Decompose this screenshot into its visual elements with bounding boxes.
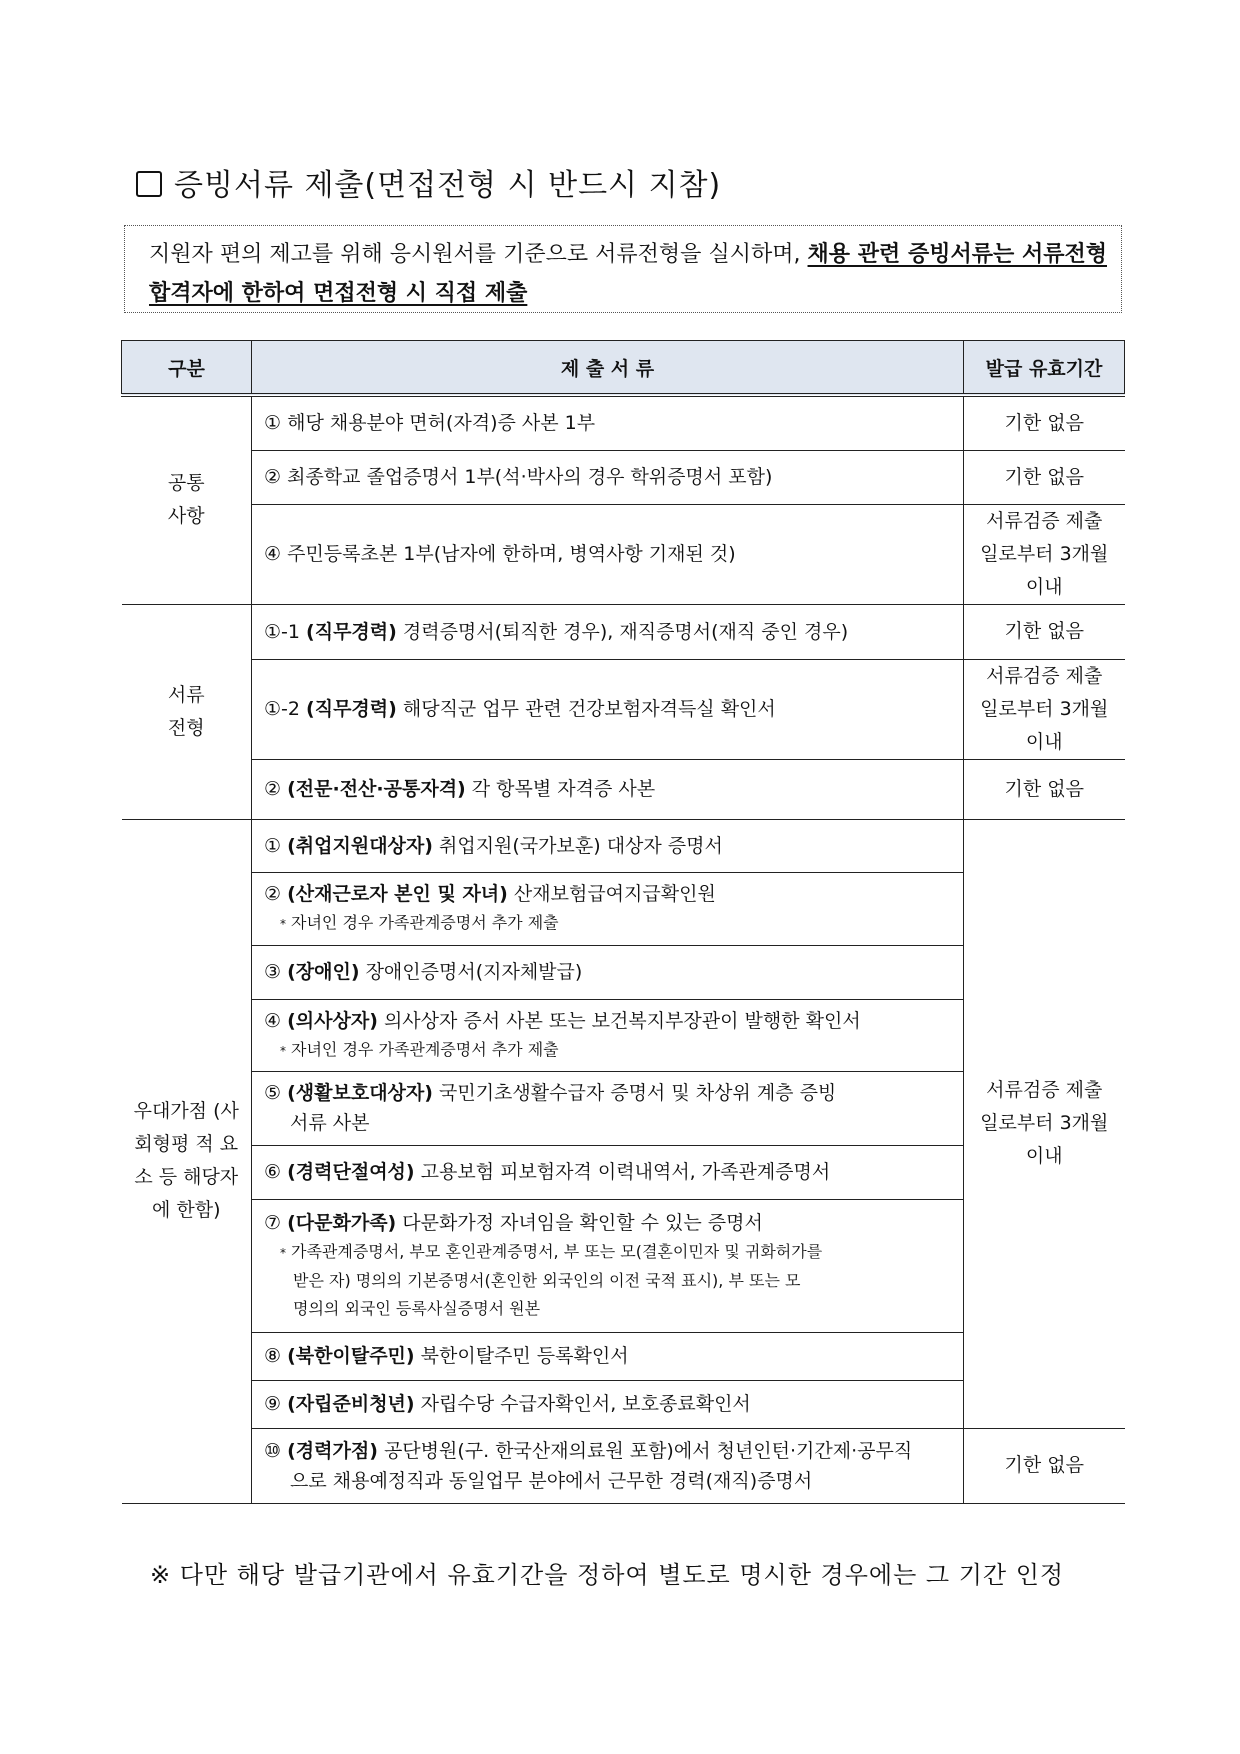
table-row (122, 604, 1125, 659)
document-cell: ⑦ (다문화가족) 다문화가정 자녀임을 확인할 수 있는 증명서 * 가족관계증명서, 부모 혼인관계증명서, 부 또는 모(결혼이민자 및 귀화허가를 받은 자) 명의의 기본증명서(혼인한 외국인의 이전 국적 표시), 부 또는 모 명의의 외국인 등록사실증명서 원본 (252, 1199, 964, 1332)
validity-cell-preference: 서류검증 제출일로부터 3개월 이내 (964, 819, 1125, 1428)
notice-emphasis: 채용 관련 증빙서류는 서류전형 합격자에 한하여 면접전형 시 직접 제출 (149, 242, 1107, 306)
document-cell: ①-2 (직무경력) 해당직군 업무 관련 건강보험자격득실 확인서 (252, 659, 964, 759)
document-cell: ② (산재근로자 본인 및 자녀) 산재보험급여지급확인원 * 자녀인 경우 가족관계증명서 추가 제출 (252, 872, 964, 945)
document-cell: ② 최종학교 졸업증명서 1부(석·박사의 경우 학위증명서 포함) (252, 450, 964, 504)
table-row (122, 1428, 1125, 1503)
table-row (122, 504, 1125, 604)
header-documents: 제 출 서 류 (252, 341, 964, 396)
note: * 자녀인 경우 가족관계증명서 추가 제출 (280, 913, 559, 932)
document-cell: ⑨ (자립준비청년) 자립수당 수급자확인서, 보호종료확인서 (252, 1380, 964, 1428)
document-cell: ① (취업지원대상자) 취업지원(국가보훈) 대상자 증명서 (252, 819, 964, 872)
validity-cell: 서류검증 제출일로부터 3개월 이내 (964, 659, 1125, 759)
section-title (136, 160, 721, 204)
table-header-row (122, 341, 1125, 396)
note: * 가족관계증명서, 부모 혼인관계증명서, 부 또는 모(결혼이민자 및 귀화허가를 (280, 1242, 823, 1261)
documents-table (121, 340, 1125, 1504)
validity-cell: 서류검증 제출일로부터 3개월 이내 (964, 504, 1125, 604)
group-common: 공통 사항 (122, 395, 252, 604)
table-row (122, 450, 1125, 504)
document-cell: ⑤ (생활보호대상자) 국민기초생활수급자 증명서 및 차상위 계층 증빙 서류 사본 (252, 1071, 964, 1145)
document-cell: ①-1 (직무경력) 경력증명서(퇴직한 경우), 재직증명서(재직 중인 경우) (252, 604, 964, 659)
document-cell: ④ (의사상자) 의사상자 증서 사본 또는 보건복지부장관이 발행한 확인서 * 자녀인 경우 가족관계증명서 추가 제출 (252, 999, 964, 1071)
document-cell: ⑩ (경력가점) 공단병원(구. 한국산재의료원 포함)에서 청년인턴·기간제·공무직 으로 채용예정직과 동일업무 분야에서 근무한 경력(재직)증명서 (252, 1428, 964, 1503)
document-cell: ① 해당 채용분야 면허(자격)증 사본 1부 (252, 395, 964, 450)
header-category: 구분 (122, 341, 252, 396)
section-title-text: 증빙서류 제출(면접전형 시 반드시 지참) (174, 168, 722, 203)
validity-cell: 기한 없음 (964, 1428, 1125, 1503)
document-cell: ⑥ (경력단절여성) 고용보험 피보험자격 이력내역서, 가족관계증명서 (252, 1145, 964, 1199)
validity-cell: 기한 없음 (964, 759, 1125, 819)
document-cell: ② (전문·전산·공통자격) 각 항목별 자격증 사본 (252, 759, 964, 819)
validity-cell: 기한 없음 (964, 604, 1125, 659)
table-row (122, 819, 1125, 872)
checkbox-square-icon (136, 171, 162, 197)
note: * 자녀인 경우 가족관계증명서 추가 제출 (280, 1039, 559, 1059)
table-row (122, 659, 1125, 759)
validity-cell: 기한 없음 (964, 450, 1125, 504)
document-cell: ④ 주민등록초본 1부(남자에 한하며, 병역사항 기재된 것) (252, 504, 964, 604)
table-row (122, 759, 1125, 819)
document-cell: ⑧ (북한이탈주민) 북한이탈주민 등록확인서 (252, 1332, 964, 1380)
group-preference: 우대가점 (사회형평 적 요소 등 해당자에 한함) (122, 819, 252, 1503)
notice-box (124, 225, 1122, 313)
validity-cell: 기한 없음 (964, 395, 1125, 450)
header-validity: 발급 유효기간 (964, 341, 1125, 396)
notice-plain: 지원자 편의 제고를 위해 응시원서를 기준으로 서류전형을 실시하며, (149, 242, 808, 267)
table-row (122, 395, 1125, 450)
group-document: 서류 전형 (122, 604, 252, 819)
document-cell: ③ (장애인) 장애인증명서(지자체발급) (252, 945, 964, 999)
footer-note: ※ 다만 해당 발급기관에서 유효기간을 정하여 별도로 명시한 경우에는 그 기간 인정 (150, 1561, 1065, 1589)
